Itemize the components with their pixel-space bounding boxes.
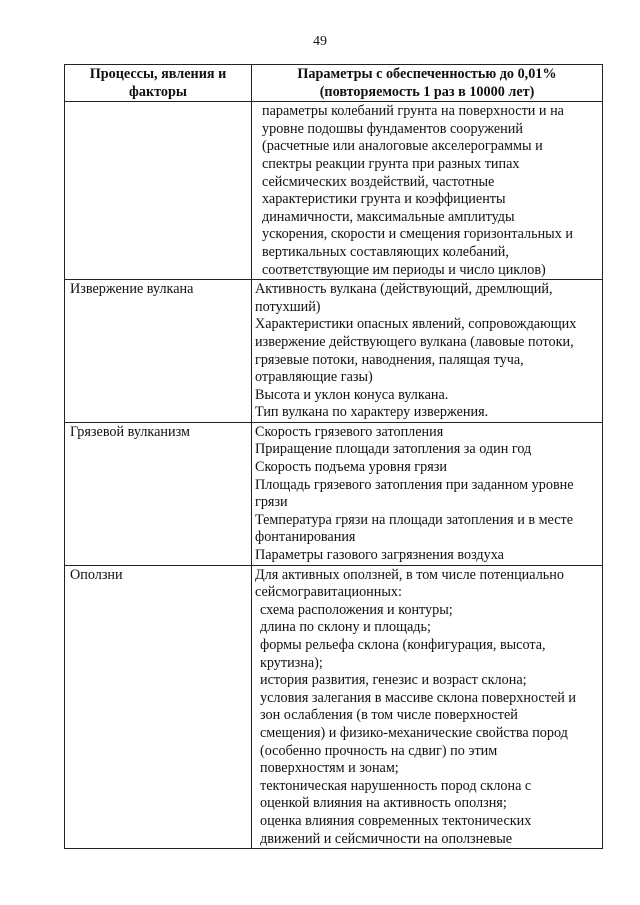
table-row — [65, 280, 603, 423]
param-line: условия залегания в массиве склона поверхностей и — [260, 689, 576, 706]
parameters-cell — [252, 280, 603, 423]
param-line: движений и сейсмичности на оползневые — [260, 830, 513, 847]
table-row — [65, 422, 603, 565]
param-line: Скорость подъема уровня грязи — [255, 459, 447, 476]
table-row — [65, 565, 603, 849]
param-line: Для активных оползней, в том числе потенциально — [255, 566, 564, 583]
page-number: 49 — [313, 34, 327, 49]
param-line: зон ослабления (в том числе поверхностей — [260, 707, 518, 724]
process-cell — [65, 102, 252, 280]
parameters-cell — [252, 102, 603, 280]
process-cell: Грязевой вулканизм — [65, 422, 252, 565]
param-line: формы рельефа склона (конфигурация, высота, — [260, 637, 546, 653]
table-header-row — [65, 65, 603, 102]
param-line: (особенно прочность на сдвиг) по этим — [260, 742, 498, 759]
header-parameters-line-1: Параметры с обеспеченностью до 0,01% — [297, 66, 557, 82]
process-cell: Извержение вулкана — [65, 280, 252, 423]
param-line: смещения) и физико-механические свойства пород — [260, 724, 568, 741]
header-parameters — [252, 65, 603, 102]
param-line: оценка влияния современных тектонических — [260, 812, 532, 829]
param-line: история развития, генезис и возраст склона; — [260, 672, 527, 689]
param-line: Параметры газового загрязнения воздуха — [255, 547, 504, 564]
param-line: оценкой влияния на активность оползня; — [260, 795, 507, 812]
parameters-table — [64, 64, 603, 849]
param-line: характеристики грунта и коэффициенты — [262, 191, 506, 208]
param-line: (расчетные или аналоговые акселерограммы и — [262, 138, 543, 155]
header-processes — [65, 65, 252, 102]
param-line: длина по склону и площадь; — [260, 619, 431, 636]
param-line: Тип вулкана по характеру извержения. — [255, 404, 489, 421]
param-line: динамичности, максимальные амплитуды — [262, 208, 515, 225]
param-line: Характеристики опасных явлений, сопровождающих — [255, 316, 577, 333]
param-line: Приращение площади затопления за один год — [255, 441, 532, 458]
param-line: параметры колебаний грунта на поверхности и на — [262, 103, 564, 120]
param-line: Скорость грязевого затопления — [255, 423, 444, 440]
param-line: соответствующие им периоды и число циклов) — [262, 261, 546, 278]
param-line: Температура грязи на площади затопления и в месте — [255, 511, 573, 528]
param-line: потухший) — [255, 298, 321, 315]
parameters-cell — [252, 422, 603, 565]
param-line: схема расположения и контуры; — [260, 601, 453, 618]
param-line: фонтанирования — [255, 529, 356, 546]
param-line: вертикальных составляющих колебаний, — [262, 243, 509, 260]
param-line: Площадь грязевого затопления при заданном уровне — [255, 476, 574, 493]
header-processes-line-1: Процессы, явления и — [89, 66, 227, 82]
param-line: Высота и уклон конуса вулкана. — [255, 386, 449, 403]
param-line: грязи — [255, 494, 288, 511]
param-line: сейсмогравитационных: — [255, 584, 402, 601]
param-line: уровне подошвы фундаментов сооружений — [262, 120, 523, 137]
param-line: тектоническая нарушенность пород склона с — [260, 777, 532, 794]
param-line: грязевые потоки, наводнения, палящая туча, — [255, 351, 524, 368]
param-line: отравляющие газы) — [255, 369, 373, 386]
param-line: поверхностям и зонам; — [260, 760, 399, 777]
param-line: сейсмических воздействий, частотные — [262, 173, 495, 190]
param-line: ускорения, скорости и смещения горизонтальных и — [262, 226, 573, 243]
param-line: крутизна); — [260, 654, 323, 671]
table-row — [65, 102, 603, 280]
param-line: спектры реакции грунта при разных типах — [262, 155, 520, 172]
header-parameters-line-2: (повторяемость 1 раз в 10000 лет) — [319, 83, 535, 100]
param-line: Активность вулкана (действующий, дремлющий, — [255, 281, 553, 298]
param-line: извержение действующего вулкана (лавовые потоки, — [255, 333, 574, 350]
header-processes-line-2: факторы — [129, 83, 187, 100]
parameters-cell — [252, 565, 603, 849]
process-cell: Оползни — [65, 565, 252, 849]
